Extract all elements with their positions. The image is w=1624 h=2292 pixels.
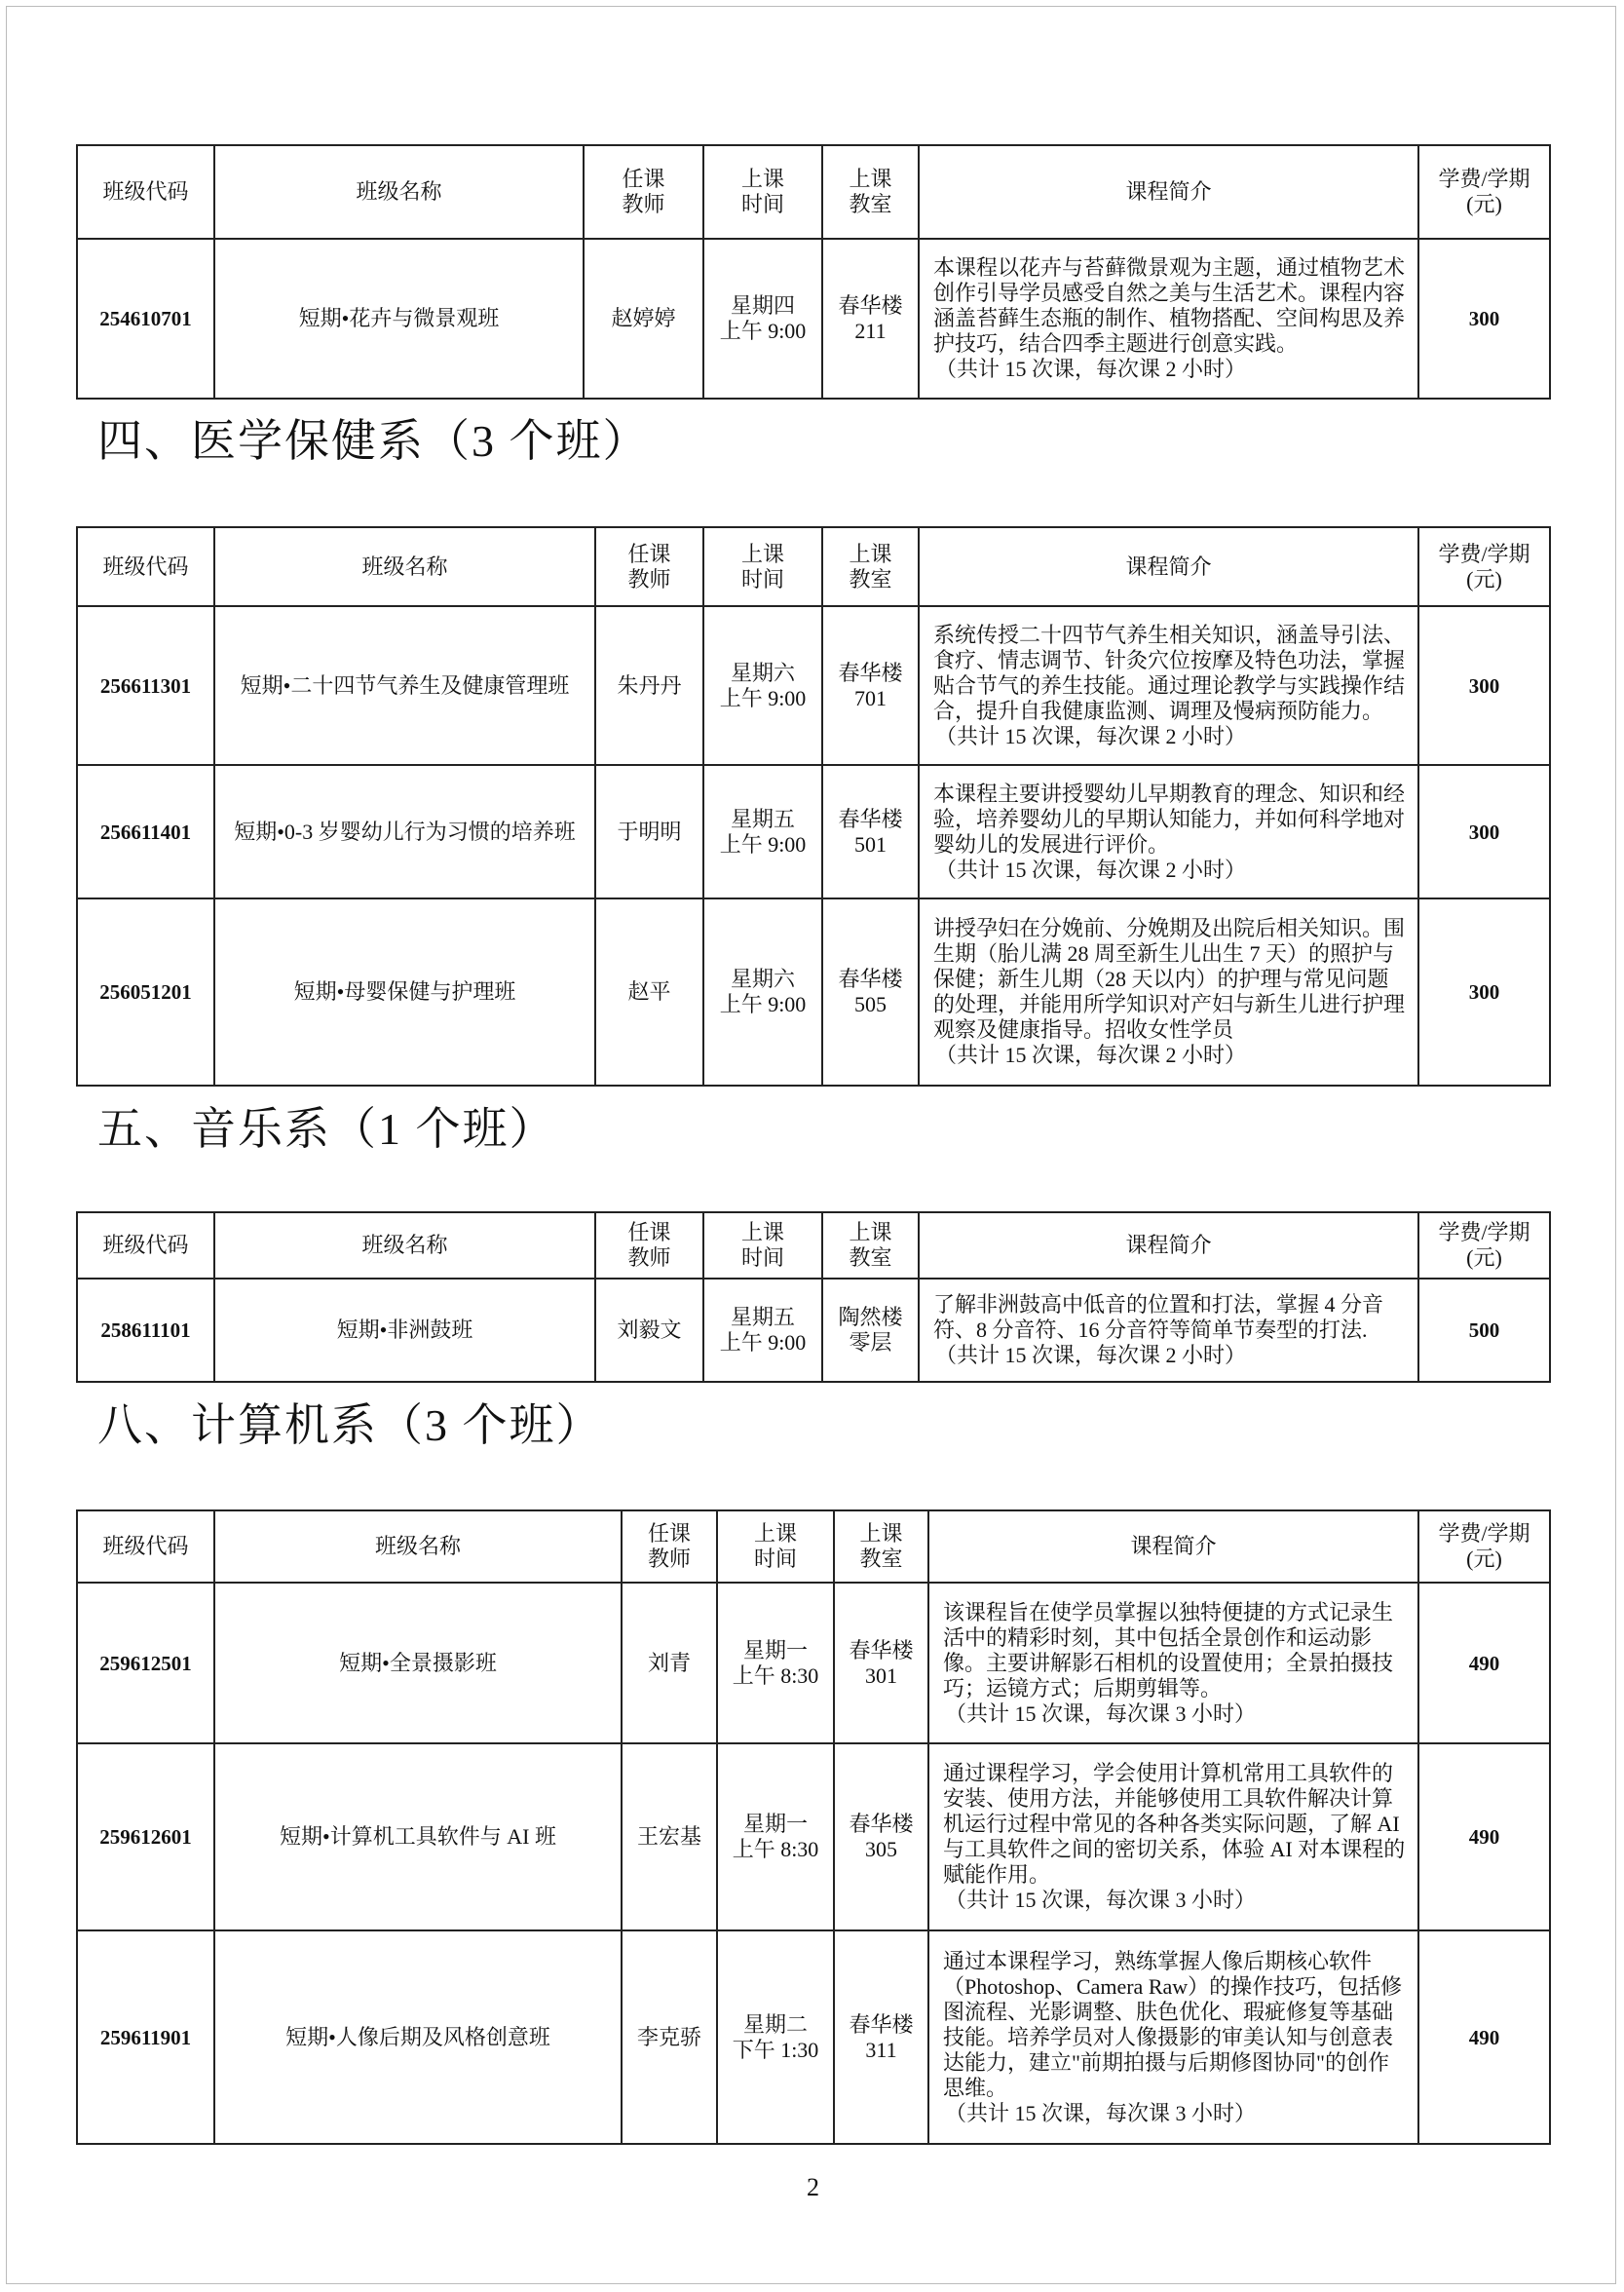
column-header-teacher: 任课 教师 xyxy=(595,1212,703,1279)
cell-time: 星期五 上午 9:00 xyxy=(703,1279,822,1382)
cell-fee: 300 xyxy=(1418,239,1550,399)
column-header-time: 上课 时间 xyxy=(717,1510,834,1583)
column-header-fee: 学费/学期 (元) xyxy=(1418,1212,1550,1279)
cell-desc xyxy=(919,606,1418,765)
cell-teacher: 刘青 xyxy=(622,1583,717,1743)
course-schedule-note: （共计 15 次课，每次课 3 小时） xyxy=(945,1888,1257,1912)
column-header-teacher: 任课 教师 xyxy=(622,1510,717,1583)
cell-teacher: 李克骄 xyxy=(622,1930,717,2144)
section-title: 五、音乐系（1 个班） xyxy=(97,1104,556,1154)
cell-name: 短期•二十四节气养生及健康管理班 xyxy=(214,606,595,765)
course-schedule-note: （共计 15 次课，每次课 2 小时） xyxy=(935,1343,1247,1367)
column-header-code: 班级代码 xyxy=(77,145,214,239)
cell-room: 春华楼 211 xyxy=(822,239,919,399)
course-schedule-note: （共计 15 次课，每次课 3 小时） xyxy=(945,2100,1257,2125)
course-description: 该课程旨在使学员掌握以独特便捷的方式记录生活中的精彩时刻，其中包括全景创作和运动影像。主要讲解影石相机的设置使用；全景拍摄技巧；运镜方式；后期剪辑等。 xyxy=(943,1599,1394,1700)
cell-room: 春华楼 501 xyxy=(822,765,919,898)
cell-room: 春华楼 311 xyxy=(834,1930,928,2144)
column-header-fee: 学费/学期 (元) xyxy=(1418,145,1550,239)
cell-teacher: 赵平 xyxy=(595,898,703,1086)
column-header-name: 班级名称 xyxy=(214,1510,622,1583)
cell-room: 春华楼 301 xyxy=(834,1583,928,1743)
course-schedule-note: （共计 15 次课，每次课 2 小时） xyxy=(935,1043,1247,1067)
table-row xyxy=(77,1930,1550,2144)
course-description: 讲授孕妇在分娩前、分娩期及出院后相关知识。围生期（胎儿满 28 周至新生儿出生 7 天）的照护与保健；新生儿期（28 天以内）的护理与常见问题的处理，并能用所学知识对产妇与新生儿进行护理观察及健康指导。招收女性学员 xyxy=(933,916,1406,1042)
column-header-room: 上课 教室 xyxy=(822,145,919,239)
cell-fee: 490 xyxy=(1418,1930,1550,2144)
cell-code: 256611401 xyxy=(77,765,214,898)
cell-room: 春华楼 701 xyxy=(822,606,919,765)
cell-name: 短期•人像后期及风格创意班 xyxy=(214,1930,622,2144)
section-title: 八、计算机系（3 个班） xyxy=(97,1400,603,1450)
cell-fee: 490 xyxy=(1418,1583,1550,1743)
cell-time: 星期六 上午 9:00 xyxy=(703,606,822,765)
course-description: 通过本课程学习，熟练掌握人像后期核心软件（Photoshop、Camera Raw）的操作技巧，包括修图流程、光影调整、肤色优化、瑕疵修复等基础技能。培养学员对人像摄影的审美认知与创意表达能力，建立"前期拍摄与后期修图协同"的创作思维。 xyxy=(943,1948,1403,2100)
cell-time: 星期五 上午 9:00 xyxy=(703,765,822,898)
cell-desc xyxy=(919,898,1418,1086)
column-header-room: 上课 教室 xyxy=(822,1212,919,1279)
table-header-row xyxy=(77,145,1550,239)
cell-code: 259611901 xyxy=(77,1930,214,2144)
cell-name: 短期•花卉与微景观班 xyxy=(214,239,584,399)
page-number: 2 xyxy=(807,2173,819,2201)
course-description: 本课程主要讲授婴幼儿早期教育的理念、知识和经验，培养婴幼儿的早期认知能力，并如何科学地对婴幼儿的发展进行评价。 xyxy=(933,781,1406,857)
cell-time: 星期一 上午 8:30 xyxy=(717,1743,834,1930)
course-description: 通过课程学习，学会使用计算机常用工具软件的安装、使用方法，并能够使用工具软件解决计算机运行过程中常见的各种各类实际问题，了解 AI 与工具软件之间的密切关系，体验 AI 对本课程的赋能作用。 xyxy=(943,1761,1406,1887)
cell-time: 星期四 上午 9:00 xyxy=(703,239,822,399)
course-schedule-note: （共计 15 次课，每次课 2 小时） xyxy=(935,857,1247,882)
section-title: 四、医学保健系（3 个班） xyxy=(97,416,650,466)
cell-code: 259612501 xyxy=(77,1583,214,1743)
cell-teacher: 赵婷婷 xyxy=(584,239,703,399)
column-header-room: 上课 教室 xyxy=(834,1510,928,1583)
column-header-time: 上课 时间 xyxy=(703,527,822,606)
cell-teacher: 王宏基 xyxy=(622,1743,717,1930)
table-row xyxy=(77,606,1550,765)
course-schedule-note: （共计 15 次课，每次课 2 小时） xyxy=(935,357,1247,381)
column-header-name: 班级名称 xyxy=(214,145,584,239)
cell-teacher: 朱丹丹 xyxy=(595,606,703,765)
cell-desc xyxy=(928,1930,1418,2144)
cell-desc xyxy=(919,765,1418,898)
cell-time: 星期一 上午 8:30 xyxy=(717,1583,834,1743)
column-header-teacher: 任课 教师 xyxy=(595,527,703,606)
cell-code: 256051201 xyxy=(77,898,214,1086)
column-header-code: 班级代码 xyxy=(77,527,214,606)
column-header-teacher: 任课 教师 xyxy=(584,145,703,239)
column-header-code: 班级代码 xyxy=(77,1212,214,1279)
column-header-room: 上课 教室 xyxy=(822,527,919,606)
table-row xyxy=(77,239,1550,399)
table-header-row xyxy=(77,1510,1550,1583)
course-description: 了解非洲鼓高中低音的位置和打法，掌握 4 分音符、8 分音符、16 分音符等简单节奏型的打法. xyxy=(933,1292,1384,1342)
cell-name: 短期•非洲鼓班 xyxy=(214,1279,595,1382)
table-row xyxy=(77,765,1550,898)
table-row xyxy=(77,1583,1550,1743)
cell-name: 短期•计算机工具软件与 AI 班 xyxy=(214,1743,622,1930)
cell-code: 258611101 xyxy=(77,1279,214,1382)
cell-desc xyxy=(928,1583,1418,1743)
cell-name: 短期•全景摄影班 xyxy=(214,1583,622,1743)
cell-teacher: 于明明 xyxy=(595,765,703,898)
cell-fee: 300 xyxy=(1418,765,1550,898)
cell-teacher: 刘毅文 xyxy=(595,1279,703,1382)
course-table xyxy=(76,144,1551,400)
column-header-time: 上课 时间 xyxy=(703,1212,822,1279)
course-table xyxy=(76,1211,1551,1383)
cell-room: 春华楼 505 xyxy=(822,898,919,1086)
cell-code: 256611301 xyxy=(77,606,214,765)
column-header-desc: 课程简介 xyxy=(919,527,1418,606)
cell-desc xyxy=(919,239,1418,399)
cell-room: 春华楼 305 xyxy=(834,1743,928,1930)
table-header-row xyxy=(77,527,1550,606)
column-header-fee: 学费/学期 (元) xyxy=(1418,527,1550,606)
cell-name: 短期•0-3 岁婴幼儿行为习惯的培养班 xyxy=(214,765,595,898)
column-header-name: 班级名称 xyxy=(214,1212,595,1279)
table-row xyxy=(77,1279,1550,1382)
cell-fee: 300 xyxy=(1418,898,1550,1086)
column-header-fee: 学费/学期 (元) xyxy=(1418,1510,1550,1583)
cell-desc xyxy=(919,1279,1418,1382)
course-table xyxy=(76,526,1551,1087)
column-header-desc: 课程简介 xyxy=(919,145,1418,239)
cell-name: 短期•母婴保健与护理班 xyxy=(214,898,595,1086)
cell-room: 陶然楼 零层 xyxy=(822,1279,919,1382)
column-header-time: 上课 时间 xyxy=(703,145,822,239)
cell-time: 星期六 上午 9:00 xyxy=(703,898,822,1086)
column-header-desc: 课程简介 xyxy=(928,1510,1418,1583)
cell-time: 星期二 下午 1:30 xyxy=(717,1930,834,2144)
table-row xyxy=(77,1743,1550,1930)
cell-code: 259612601 xyxy=(77,1743,214,1930)
course-schedule-note: （共计 15 次课，每次课 2 小时） xyxy=(935,723,1247,748)
column-header-name: 班级名称 xyxy=(214,527,595,606)
column-header-code: 班级代码 xyxy=(77,1510,214,1583)
course-schedule-note: （共计 15 次课，每次课 3 小时） xyxy=(945,1700,1257,1726)
cell-fee: 500 xyxy=(1418,1279,1550,1382)
cell-fee: 300 xyxy=(1418,606,1550,765)
course-description: 本课程以花卉与苔藓微景观为主题，通过植物艺术创作引导学员感受自然之美与生活艺术。课程内容涵盖苔藓生态瓶的制作、植物搭配、空间构思及养护技巧，结合四季主题进行创意实践。 xyxy=(933,255,1406,356)
cell-code: 254610701 xyxy=(77,239,214,399)
cell-fee: 490 xyxy=(1418,1743,1550,1930)
course-description: 系统传授二十四节气养生相关知识，涵盖导引法、食疗、情志调节、针灸穴位按摩及特色功法，掌握贴合节气的养生技能。通过理论教学与实践操作结合，提升自我健康监测、调理及慢病预防能力。 xyxy=(933,622,1406,723)
cell-desc xyxy=(928,1743,1418,1930)
column-header-desc: 课程简介 xyxy=(919,1212,1418,1279)
table-header-row xyxy=(77,1212,1550,1279)
table-row xyxy=(77,898,1550,1086)
course-table xyxy=(76,1509,1551,2145)
